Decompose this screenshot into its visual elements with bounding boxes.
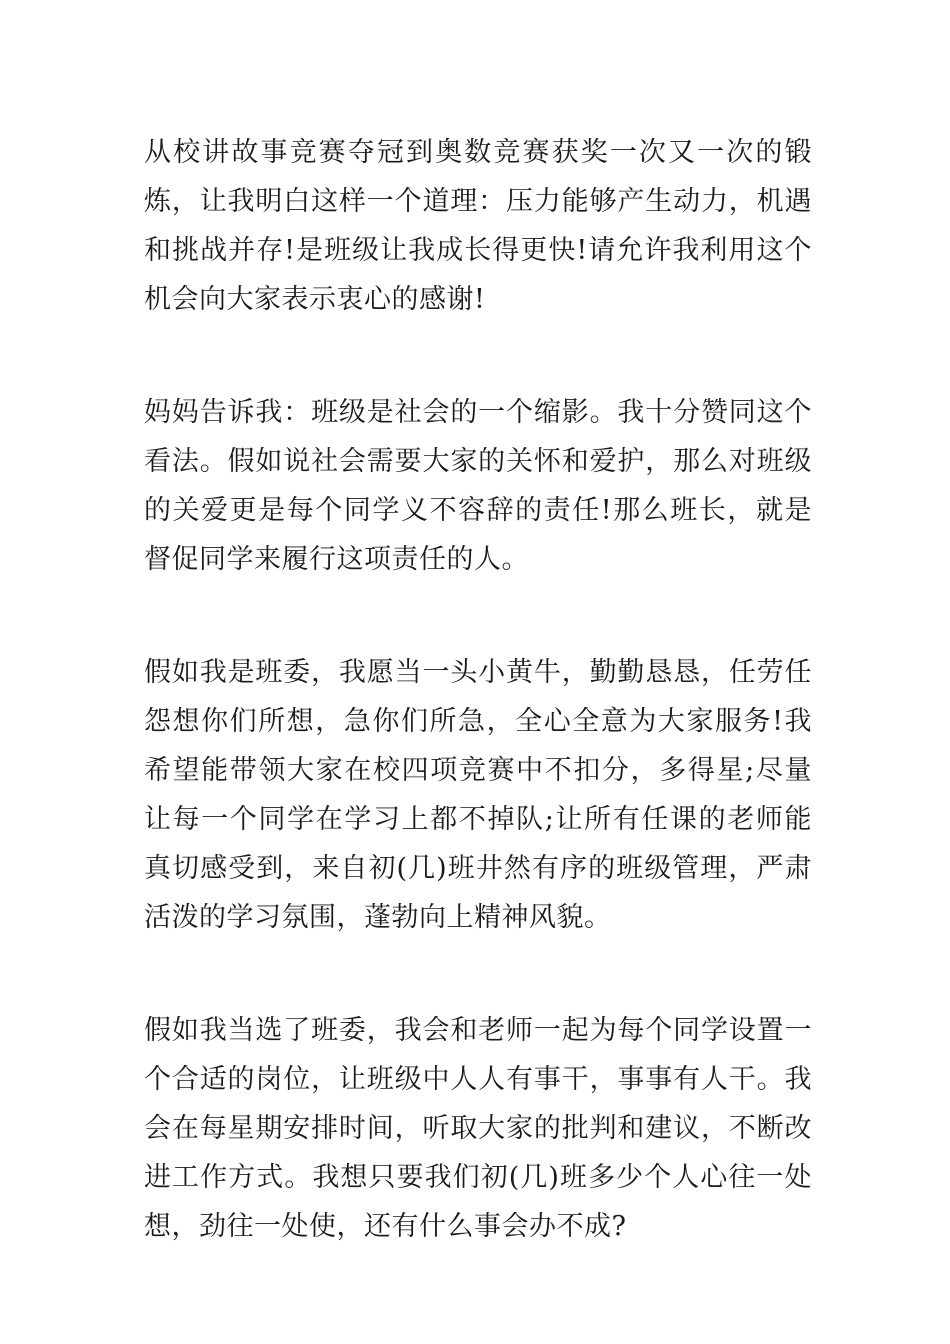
paragraph-2: 妈妈告诉我：班级是社会的一个缩影。我十分赞同这个看法。假如说社会需要大家的关怀和爱护，那么对班级的关爱更是每个同学义不容辞的责任!那么班长，就是督促同学来履行这项责任的人。 bbox=[144, 397, 812, 575]
paragraph-3: 假如我是班委，我愿当一头小黄牛，勤勤恳恳，任劳任怨想你们所想，急你们所急，全心全意为大家服务!我希望能带领大家在校四项竞赛中不扣分，多得星;尽量让每一个同学在学习上都不掉队;让所有任课的老师能真切感受到，来自初(几)班井然有序的班级管理，严肃活泼的学习氛围，蓬勃向上精神风貌。 bbox=[144, 657, 812, 933]
paragraph-4: 假如我当选了班委，我会和老师一起为每个同学设置一个合适的岗位，让班级中人人有事干，事事有人干。我会在每星期安排时间，听取大家的批判和建议，不断改进工作方式。我想只要我们初(几)班多少个人心往一处想，劲往一处使，还有什么事会办不成? bbox=[144, 1015, 812, 1242]
text-body bbox=[144, 128, 812, 1251]
paragraph-1: 从校讲故事竞赛夺冠到奥数竞赛获奖一次又一次的锻炼，让我明白这样一个道理：压力能够产生动力，机遇和挑战并存!是班级让我成长得更快!请允许我利用这个机会向大家表示衷心的感谢! bbox=[144, 137, 812, 315]
